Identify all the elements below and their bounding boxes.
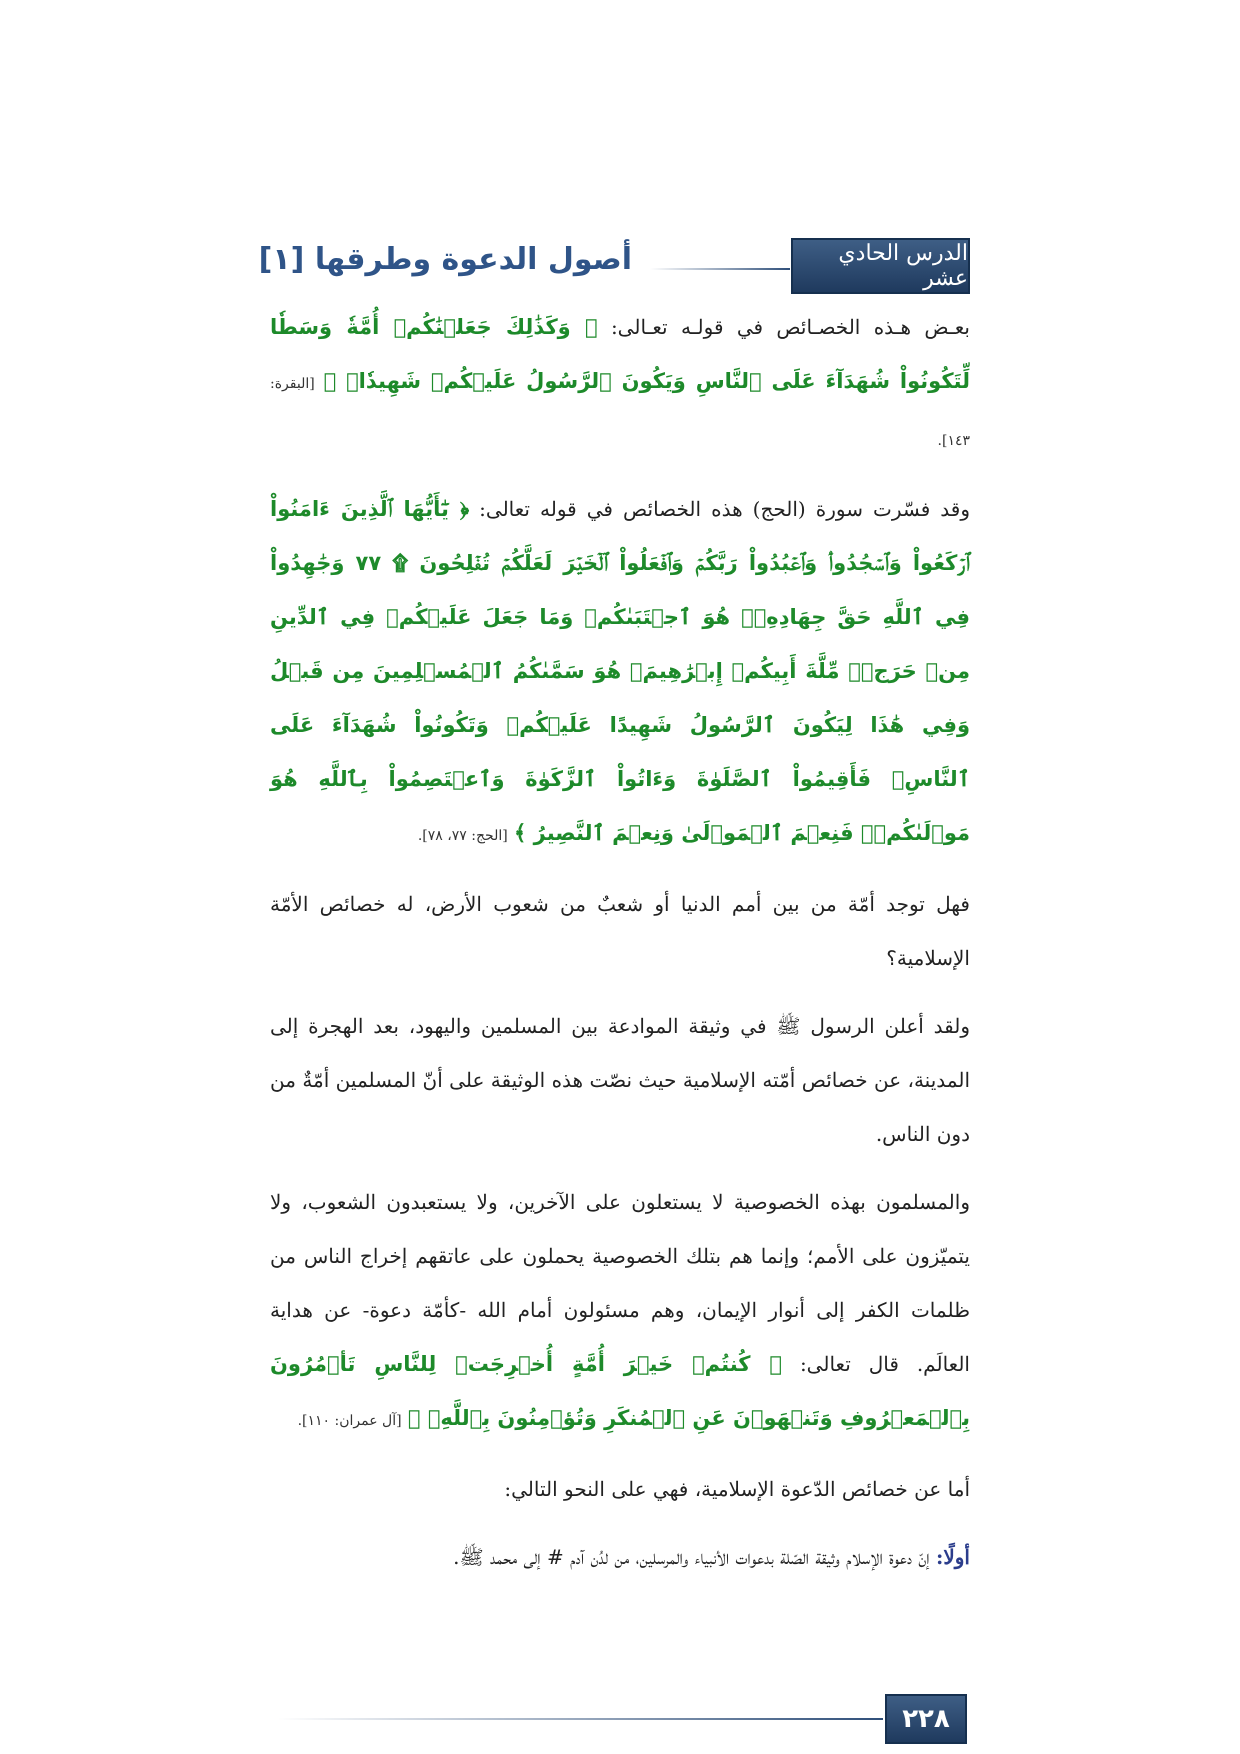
paragraph-7 [270,1530,970,1584]
paragraph-text: والمسلمون بهذه الخصوصية لا يستعلون على الآخرين، ولا يستعبدون الشعوب، ولا يتميّزون على الأمم؛ وإنما هم بتلك الخصوصية يحملون على عاتقهم إخراج الناس من ظلمات الكفر إلى أنوار الإيمان، وهم مسئولون أمام الله -كأمّة دعوة- عن هداية العالَم. قال تعالى: [270,1190,970,1376]
verse-reference: [آل عمران: ١١٠]. [297,1413,402,1429]
paragraph-6: أما عن خصائص الدّعوة الإسلامية، فهي على النحو التالي: [504,1477,970,1501]
chapter-title: أصول الدعوة وطرقها [١] [258,242,632,277]
verse-reference: [البقرة: ١٤٣]. [270,376,970,449]
quran-verse: ﴿ كُنتُمۡ خَيۡرَ أُمَّةٍ أُخۡرِجَتۡ لِلنَّاسِ تَأۡمُرُونَ بِٱلۡمَعۡرُوفِ وَتَنۡهَوۡنَ عَنِ ٱلۡمُنكَرِ وَتُؤۡمِنُونَ بِٱللَّهِۗ ﴾ [270,1352,970,1430]
footer-divider [278,1718,883,1720]
page-body [270,300,970,1598]
paragraph-1 [270,300,970,468]
paragraph-2 [270,482,970,863]
verse-reference: [الحج: ٧٧، ٧٨]. [417,828,508,844]
quran-verse: ﴿ يَٰٓأَيُّهَا ٱلَّذِينَ ءَامَنُواْ ٱرۡكَعُواْ وَٱسۡجُدُواْۤ وَٱعۡبُدُواْ رَبَّكُمۡ وَٱفۡعَلُواْ ٱلۡخَيۡرَ لَعَلَّكُمۡ تُفۡلِحُونَ ۩ ٧٧ وَجَٰهِدُواْ فِي ٱللَّهِ حَقَّ جِهَادِهِۦۚ هُوَ ٱجۡتَبَىٰكُمۡ وَمَا جَعَلَ عَلَيۡكُمۡ فِي ٱلدِّينِ مِنۡ حَرَجٖۚ مِّلَّةَ أَبِيكُمۡ إِبۡرَٰهِيمَۚ هُوَ سَمَّىٰكُمُ ٱلۡمُسۡلِمِينَ مِن قَبۡلُ وَفِي هَٰذَا لِيَكُونَ ٱلرَّسُولُ شَهِيدًا عَلَيۡكُمۡ وَتَكُونُواْ شُهَدَآءَ عَلَى ٱلنَّاسِۚ فَأَقِيمُواْ ٱلصَّلَوٰةَ وَءَاتُواْ ٱلزَّكَوٰةَ وَٱعۡتَصِمُواْ بِٱللَّهِ هُوَ مَوۡلَىٰكُمۡۖ فَنِعۡمَ ٱلۡمَوۡلَىٰ وَنِعۡمَ ٱلنَّصِيرُ ﴾ [270,497,971,845]
paragraph-4: ولقد أعلن الرسول ﷺ في وثيقة الموادعة بين المسلمين واليهود، بعد الهجرة إلى المدينة، عن خصائص أمّته الإسلامية حيث نصّت هذه الوثيقة على أنّ المسلمين أمّةٌ من دون الناس. [270,1014,970,1146]
quran-verse: ﴿ وَكَذَٰلِكَ جَعَلۡنَٰكُمۡ أُمَّةٗ وَسَطٗا لِّتَكُونُواْ شُهَدَآءَ عَلَى ٱلنَّاسِ وَيَكُونَ ٱلرَّسُولُ عَلَيۡكُمۡ شَهِيدٗاۗ ﴾ [270,315,971,393]
page-header [258,238,970,294]
header-divider [650,268,790,270]
paragraph-5 [270,1175,970,1448]
paragraph-3: فهل توجد أمّة من بين أمم الدنيا أو شعبٌ من شعوب الأرض، له خصائص الأمّة الإسلامية؟ [270,892,970,970]
paragraph-text: إنّ دعوة الإسلام وثيقة الصّلة بدعوات الأنبياء والمرسلين، من لدُن آدم # إلى محمد ﷺ. [453,1545,936,1569]
list-lead: أولًا: [935,1545,970,1569]
paragraph-text: بعـض هـذه الخصـائص في قولـه تعـالى: [597,315,970,339]
lesson-badge: الدرس الحادي عشر [791,238,970,294]
paragraph-text: وقد فسّرت سورة (الحج) هذه الخصائص في قوله تعالى: [469,497,971,521]
page-number: ٢٢٨ [885,1694,967,1744]
